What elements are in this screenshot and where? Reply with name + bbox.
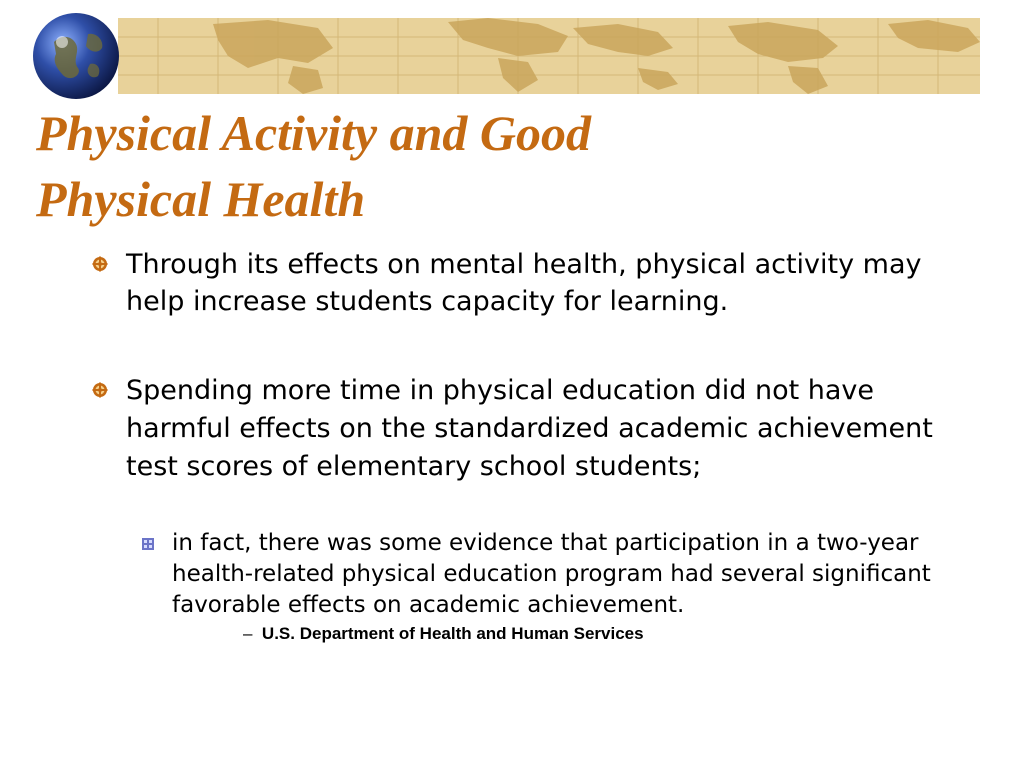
title-line-1: Physical Activity and Good <box>36 105 592 161</box>
citation-dash: – <box>243 624 253 643</box>
sub-bullet-item: in fact, there was some evidence that participation in a two-year health-related physical education program had several significant favorable effects on academic achievement. <box>172 530 931 618</box>
citation-source: U.S. Department of Health and Human Services <box>261 624 644 643</box>
square-bullet-icon <box>142 538 154 550</box>
bullet-item: Through its effects on mental health, physical activity may help increase students capacity for learning. <box>126 249 922 317</box>
title-line-2: Physical Health <box>36 171 366 227</box>
gear-bullet-icon <box>92 382 108 398</box>
citation <box>243 622 644 646</box>
gear-bullet-icon <box>92 256 108 272</box>
bullet-item: Spending more time in physical education did not have harmful effects on the standardized academic achievement test scores of elementary school students; <box>126 375 933 482</box>
